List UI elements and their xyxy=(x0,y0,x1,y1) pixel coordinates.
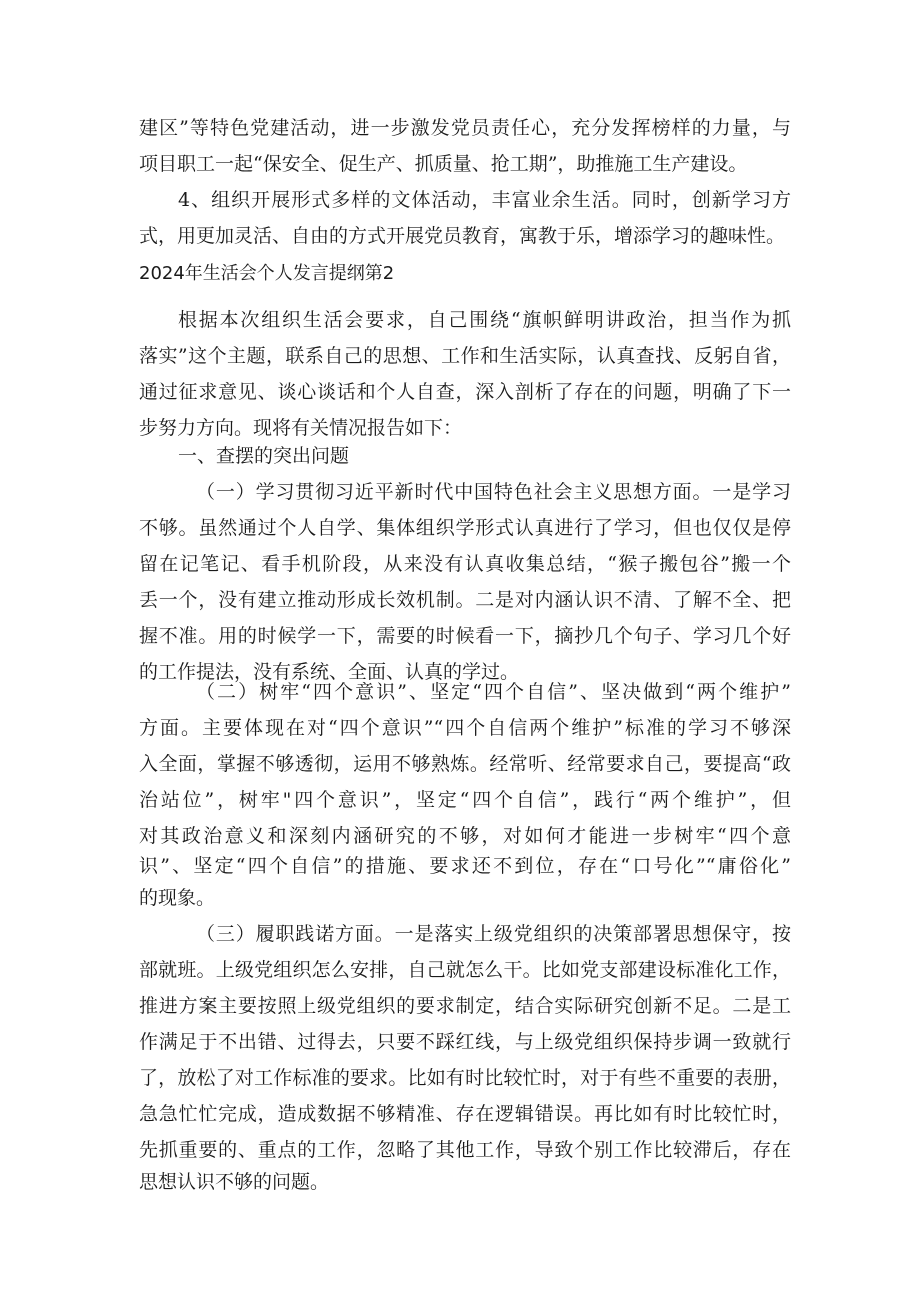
paragraph-line: 建区”等特色党建活动，进一步激发党员责任心，充分发挥榜样的力量，与 xyxy=(139,117,791,139)
paragraph-line: 急急忙忙完成，造成数据不够精准、存在逻辑错误。再比如有时比较忙时， xyxy=(139,1103,791,1125)
paragraph-line: 步努力方向。现将有关情况报告如下： xyxy=(139,417,463,439)
paragraph-line: 对其政治意义和深刻内涵研究的不够，对如何才能进一步树牢“四个意 xyxy=(139,825,791,847)
paragraph-line: 推进方案主要按照上级党组织的要求制定，结合实际研究创新不足。二是工 xyxy=(139,995,791,1017)
paragraph-line: 丢一个，没有建立推动形成长效机制。二是对内涵认识不清、了解不全、把 xyxy=(139,589,791,611)
paragraph-line: 通过征求意见、谈心谈话和个人自查，深入剖析了存在的问题，明确了下一 xyxy=(139,381,791,403)
paragraph-line: 方面。主要体现在对“四个意识”“四个自信两个维护”标准的学习不够深 xyxy=(139,717,791,739)
paragraph-line: 根据本次组织生活会要求，自己围绕“旗帜鲜明讲政治，担当作为抓 xyxy=(178,309,791,331)
paragraph-line: 入全面，掌握不够透彻，运用不够熟炼。经常听、经常要求自己，要提高“政 xyxy=(139,753,791,775)
paragraph-line: 4、组织开展形式多样的文体活动，丰富业余生活。同时，创新学习方 xyxy=(178,189,791,211)
paragraph-line: 的工作提法，没有系统、全面、认真的学过。 xyxy=(139,661,520,683)
section-heading: 2024年生活会个人发言提纲第2 xyxy=(139,263,395,284)
paragraph-line: 作满足于不出错、过得去，只要不踩红线，与上级党组织保持步调一致就行 xyxy=(139,1031,791,1053)
paragraph-line: 部就班。上级党组织怎么安排，自己就怎么干。比如党支部建设标准化工作， xyxy=(139,959,791,981)
paragraph-line: 识”、坚定“四个自信”的措施、要求还不到位，存在“口号化”“庸俗化” xyxy=(139,855,791,877)
paragraph-line: （一）学习贯彻习近平新时代中国特色社会主义思想方面。一是学习 xyxy=(196,481,791,503)
subsection-heading: 一、查摆的突出问题 xyxy=(178,445,350,467)
paragraph-line: 的现象。 xyxy=(139,887,216,909)
paragraph-line: 项目职工一起“保安全、促生产、抓质量、抢工期”，助推施工生产建设。 xyxy=(139,153,748,175)
paragraph-line: 治站位”，树牢"四个意识”，坚定“四个自信”，践行“两个维护”，但 xyxy=(139,789,791,811)
paragraph-line: 思想认识不够的问题。 xyxy=(139,1171,330,1193)
paragraph-line: 不够。虽然通过个人自学、集体组织学形式认真进行了学习，但也仅仅是停 xyxy=(139,517,791,539)
paragraph-line: 了，放松了对工作标准的要求。比如有时比较忙时，对于有些不重要的表册， xyxy=(139,1067,791,1089)
paragraph-line: 式，用更加灵活、自由的方式开展党员教育，寓教于乐，增添学习的趣味性。 xyxy=(139,225,786,247)
paragraph-line: 留在记笔记、看手机阶段，从来没有认真收集总结，“猴子搬包谷”搬一个 xyxy=(139,553,791,575)
paragraph-line: （三）履职践诺方面。一是落实上级党组织的决策部署思想保守，按 xyxy=(196,923,791,945)
paragraph-line: 先抓重要的、重点的工作，忽略了其他工作，导致个别工作比较滞后，存在 xyxy=(139,1139,791,1161)
paragraph-line: 落实”这个主题，联系自己的思想、工作和生活实际，认真查找、反躬自省， xyxy=(139,345,791,367)
paragraph-line: 握不准。用的时候学一下，需要的时候看一下，摘抄几个句子、学习几个好 xyxy=(139,625,791,647)
paragraph-line: （二）树牢“四个意识”、坚定“四个自信”、坚决做到“两个维护” xyxy=(196,681,791,703)
